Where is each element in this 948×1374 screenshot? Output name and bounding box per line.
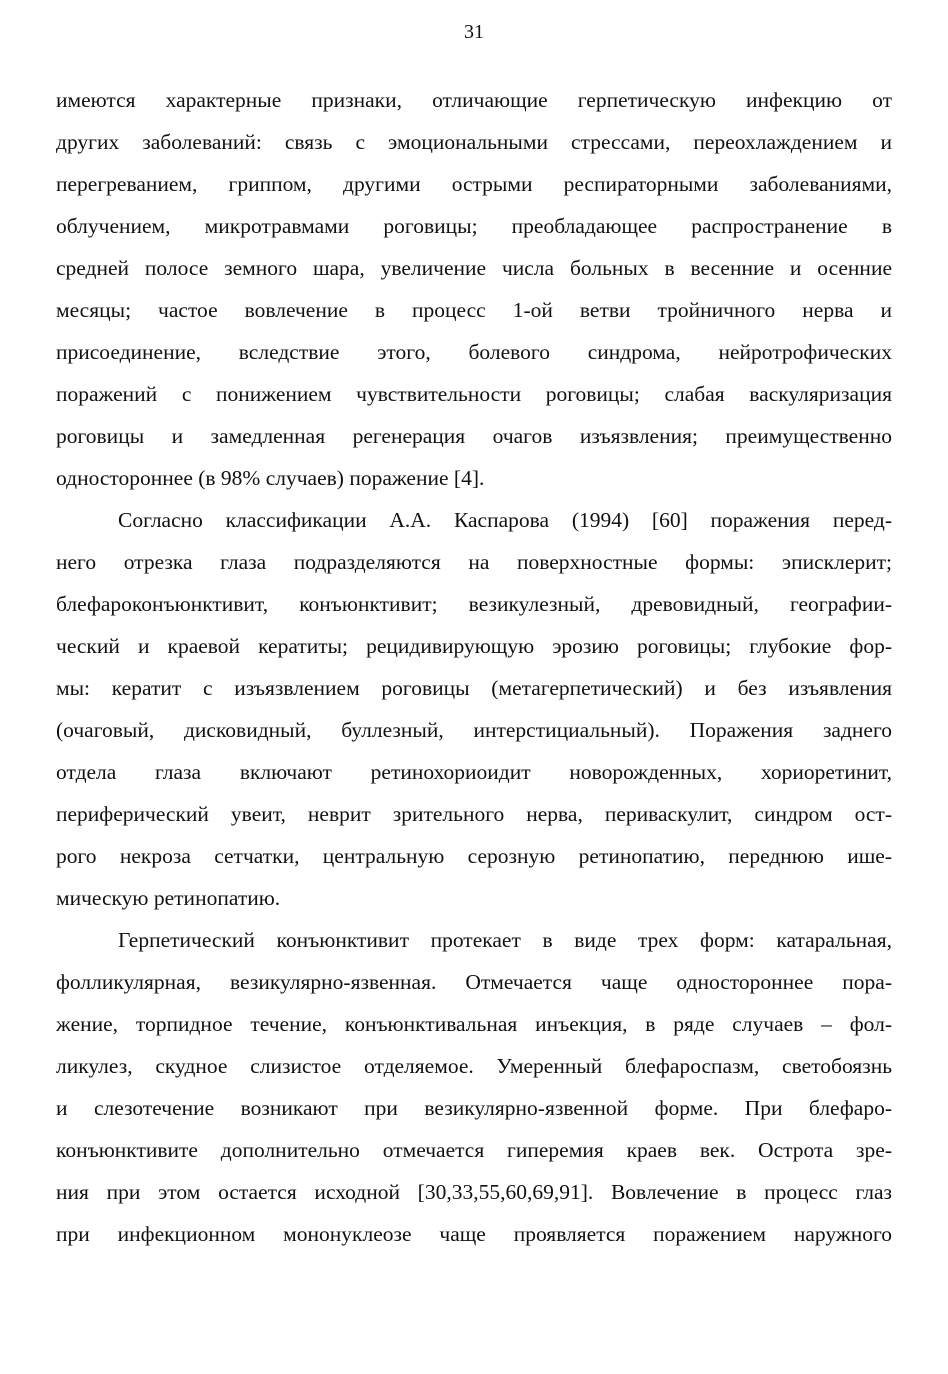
text-line: фолликулярная, везикулярно-язвенная. Отмечается чаще одностороннее пора-: [56, 970, 892, 994]
text-line: конъюнктивите дополнительно отмечается гиперемия краев век. Острота зре-: [56, 1138, 892, 1162]
text-line: средней полосе земного шара, увеличение числа больных в весенние и осенние: [56, 256, 892, 280]
document-body: [56, 79, 892, 1255]
text-line: блефароконъюнктивит, конъюнктивит; везикулезный, древовидный, географии-: [56, 592, 892, 616]
text-line: при инфекционном мононуклеозе чаще проявляется поражением наружного: [56, 1222, 892, 1246]
text-line: него отрезка глаза подразделяются на поверхностные формы: эписклерит;: [56, 550, 892, 574]
text-line: мическую ретинопатию.: [56, 886, 281, 910]
text-line: Герпетический конъюнктивит протекает в виде трех форм: катаральная,: [118, 928, 892, 952]
text-line: роговицы и замедленная регенерация очагов изъязвления; преимущественно: [56, 424, 892, 448]
text-line: месяцы; частое вовлечение в процесс 1-ой ветви тройничного нерва и: [56, 298, 892, 322]
text-line: и слезотечение возникают при везикулярно-язвенной форме. При блефаро-: [56, 1096, 892, 1120]
text-line: ликулез, скудное слизистое отделяемое. Умеренный блефароспазм, светобоязнь: [56, 1054, 892, 1078]
text-line: периферический увеит, неврит зрительного нерва, периваскулит, синдром ост-: [56, 802, 892, 826]
paragraph-1: [56, 79, 892, 499]
text-line: мы: кератит с изъязвлением роговицы (метагерпетический) и без изъявления: [56, 676, 892, 700]
page-number: 31: [464, 21, 484, 43]
text-line: других заболеваний: связь с эмоциональными стрессами, переохлаждением и: [56, 130, 892, 154]
text-line: ния при этом остается исходной [30,33,55,60,69,91]. Вовлечение в процесс глаз: [56, 1180, 892, 1204]
paragraph-2: [56, 499, 892, 919]
text-line: отдела глаза включают ретинохориоидит новорожденных, хориоретинит,: [56, 760, 892, 784]
text-line: (очаговый, дисковидный, буллезный, интерстициальный). Поражения заднего: [56, 718, 892, 742]
text-line: жение, торпидное течение, конъюнктивальная инъекция, в ряде случаев – фол-: [56, 1012, 892, 1036]
text-line: рого некроза сетчатки, центральную серозную ретинопатию, переднюю ише-: [56, 844, 892, 868]
text-line: перегреванием, гриппом, другими острыми респираторными заболеваниями,: [56, 172, 892, 196]
text-line: присоединение, вследствие этого, болевого синдрома, нейротрофических: [56, 340, 892, 364]
text-line: имеются характерные признаки, отличающие герпетическую инфекцию от: [56, 88, 892, 112]
text-line: поражений с понижением чувствительности роговицы; слабая васкуляризация: [56, 382, 892, 406]
text-line: ческий и краевой кератиты; рецидивирующую эрозию роговицы; глубокие фор-: [56, 634, 892, 658]
text-line: одностороннее (в 98% случаев) поражение [4].: [56, 466, 485, 490]
paragraph-3: [56, 919, 892, 1255]
text-line: Согласно классификации А.А. Каспарова (1994) [60] поражения перед-: [118, 508, 892, 532]
text-line: облучением, микротравмами роговицы; преобладающее распространение в: [56, 214, 892, 238]
